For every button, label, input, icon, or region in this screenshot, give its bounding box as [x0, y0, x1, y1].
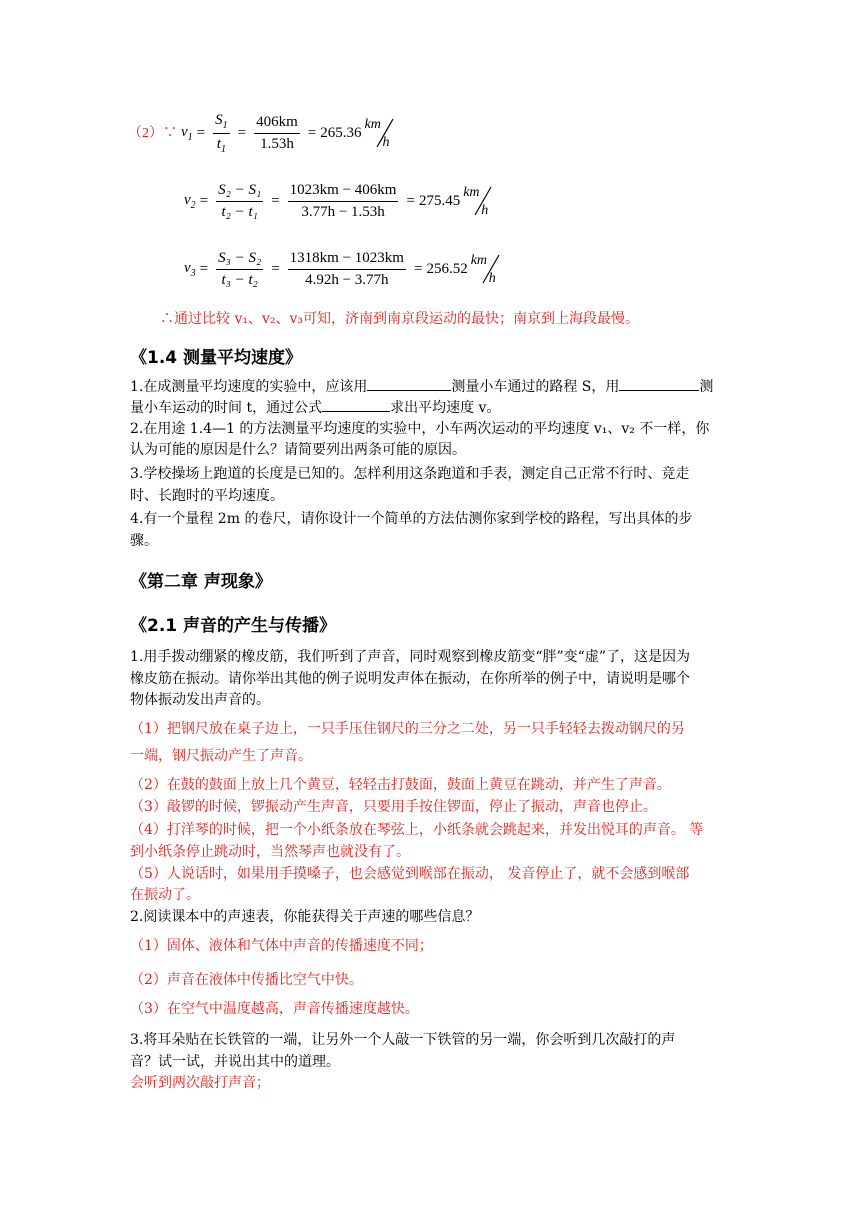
result-v3: 256.52: [426, 261, 468, 277]
answer-2-1-1-1: （1）把钢尺放在桌子边上，一只手压住钢尺的三分之二处，另一只手轻轻去拨动钢尺的另: [130, 721, 685, 737]
section-heading-2-1: 《2.1 声音的产生与传播》: [130, 616, 337, 636]
v1-symbol: $v_1$: [181, 124, 193, 143]
v3-symbol: $v_3$: [184, 260, 196, 279]
question-1-4-2: 2.在用途 1.4—1 的方法测量平均速度的实验中，小车两次运动的平均速度 v₁、v₂ 不一样，你: [130, 421, 710, 437]
fraction-delta-s-t-3: $\frac{\text{S₃ − S₂}}{\text{t₃ − t₂}}$: [218, 250, 262, 288]
answer-2-1-1-2: （2）在鼓的鼓面上放上几个黄豆，轻轻击打鼓面，鼓面上黄豆在跳动，并产生了声音。: [130, 777, 671, 793]
answer-2-1-3: 会听到两次敲打声音；: [130, 1075, 270, 1091]
conclusion: ∴通过比较 v₁、v₂、v₃可知，济南到南京段运动的最快；南京到上海段最慢。: [160, 311, 640, 327]
part-number: （2）∵: [128, 125, 177, 141]
unit-km-per-h: km h: [463, 185, 493, 219]
answer-2-1-2-3: （3）在空气中温度越高，声音传播速度越快。: [130, 1001, 419, 1017]
equation-v3: $v_3$ = $\frac{\text{S₃ − S₂}}{\text{t₃ − t₂}}$ = $\frac{1318km - 1023km}{4.92h - 3.77h}$ = 256.52 km h: [184, 250, 501, 289]
answer-2-1-1-1-cont: 一端，钢尺振动产生了声音。: [130, 748, 312, 764]
question-1-4-2-cont: 认为可能的原因是什么？请简要列出两条可能的原因。: [130, 442, 466, 458]
answer-2-1-1-4-cont: 到小纸条停止跳动时，当然琴声也就没有了。: [130, 844, 410, 860]
question-1-4-1: 1.在成测量平均速度的实验中，应该用 测量小车通过的路程 S，用 测: [130, 376, 713, 397]
blank: [322, 397, 390, 412]
fraction-s1-t1: $\frac{S_1}{t_1}$: [215, 112, 228, 155]
fraction-delta-s-t-2: $\frac{\text{S₂ − S₁}}{\text{t₂ − t₁}}$: [218, 182, 262, 220]
blank: [367, 376, 451, 391]
question-2-1-1-line2: 橡皮筋在振动。请你举出其他的例子说明发声体在振动，在你所举的例子中，请说明是哪个: [130, 671, 690, 687]
question-2-1-1-line3: 物体振动发出声音的。: [130, 692, 270, 708]
question-1-4-3-cont: 时、长跑时的平均速度。: [130, 488, 284, 504]
question-1-4-4: 4.有一个量程 2m 的卷尺，请你设计一个简单的方法估测你家到学校的路程，写出具体的步: [130, 511, 693, 527]
equation-v2: $v_2$ = $\frac{\text{S₂ − S₁}}{\text{t₂ − t₁}}$ = $\frac{1023km - 406km}{3.77h - 1.53h}$ = 275.45 km h: [184, 182, 493, 221]
equation-v1: （2）∵ $v_1$ = $\frac{S_1}{t_1}$ = $\frac{406km}{1.53h}$ = 265.36 km h: [128, 112, 395, 155]
result-v2: 275.45: [418, 193, 461, 209]
answer-2-1-2-1: （1）固体、液体和气体中声音的传播速度不同；: [130, 938, 433, 954]
answer-2-1-1-5-cont: 在振动了。: [130, 887, 200, 903]
result-v1: 265.36: [320, 125, 362, 141]
answer-2-1-1-5: （5）人说话时，如果用手摸嗓子，也会感觉到喉部在振动， 发音停止了，就不会感到喉部: [130, 866, 690, 882]
question-2-1-2: 2.阅读课本中的声速表，你能获得关于声速的哪些信息？: [130, 909, 480, 925]
question-2-1-1: 1.用手拨动绷紧的橡皮筋，我们听到了声音，同时观察到橡皮筋变“胖”变“虚”了，这是因为: [130, 649, 690, 665]
question-1-4-4-cont: 骤。: [130, 533, 158, 549]
fraction-values-1: $\frac{406km}{1.53h}$: [256, 114, 298, 152]
question-2-1-3: 3.将耳朵贴在长铁管的一端，让另外一个人敲一下铁管的另一端，你会听到几次敲打的声: [130, 1032, 676, 1048]
question-1-4-3: 3.学校操场上跑道的长度是已知的。怎样利用这条跑道和手表，测定自己正常不行时、竞走: [130, 466, 690, 482]
answer-2-1-1-3: （3）敲锣的时候，锣振动产生声音，只要用手按住锣面，停止了振动，声音也停止。: [130, 799, 657, 815]
fraction-values-2: $\frac{1023km - 406km}{3.77h - 1.53h}$: [289, 182, 397, 220]
blank: [619, 376, 699, 391]
question-1-4-1-cont: 量小车运动的时间 t，通过公式 求出平均速度 v。: [130, 397, 500, 418]
fraction-values-3: $\frac{1318km - 1023km}{4.92h - 3.77h}$: [289, 250, 404, 288]
chapter-heading-2: 《第二章 声现象》: [130, 572, 272, 592]
unit-km-per-h: km h: [471, 253, 501, 287]
answer-2-1-2-2: （2）声音在液体中传播比空气中快。: [130, 972, 363, 988]
v2-symbol: $v_2$: [184, 192, 196, 211]
section-heading-1-4: 《1.4 测量平均速度》: [130, 348, 303, 368]
unit-km-per-h: km h: [365, 117, 395, 151]
answer-2-1-1-4: （4）打洋琴的时候，把一个小纸条放在琴弦上，小纸条就会跳起来，并发出悦耳的声音。 等: [130, 822, 704, 838]
question-2-1-3-cont: 音？试一试，并说出其中的道理。: [130, 1054, 340, 1070]
